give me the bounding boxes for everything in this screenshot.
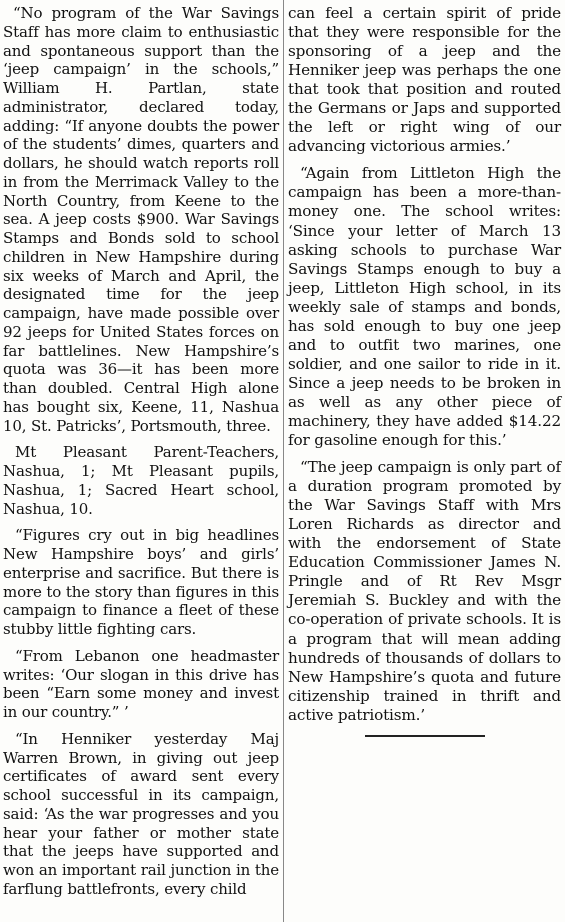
paragraph-partlan-quote: “No program of the War Savings Staff has more claim to enthusiastic and spontaneous support than the ‘jeep campaign’ in the schools,” William H. Partlan, state administrator, declared today, adding: “If anyone doubts the power of the students’ dimes, quarters and dollars, he should watch reports roll in from the Merrimack Valley to the North Country, from Keene to the sea. A jeep costs $900. War Savings Stamps and Bonds sold to school children in New Hampshire during six weeks of March and April, the designated time for the jeep campaign, have made possible over 92 jeeps for United States forces on far battlelines. New Hampshire’s quota was 36—it has been more than doubled. Central High alone has bought six, Keene, 11, Nashua 10, St. Patricks’, Portsmouth, three.	[3, 4, 279, 435]
paragraph-henniker-continued: can feel a certain spirit of pride that they were responsible for the sponsoring of a jeep and the Henniker jeep was perhaps the one that took that position and routed the Germans or Japs and supported the left or right wing of our advancing victorious armies.’	[288, 4, 561, 156]
end-of-article-rule	[365, 735, 485, 737]
paragraph-henniker: “In Henniker yesterday Maj Warren Brown, in giving out jeep certificates of award sent every school successful in its campaign, said: ‘As the war progresses and you hear your father or mother state that the jeeps have supported and won an important rail junction in the farflung battlefronts, every child	[3, 729, 279, 898]
column-divider	[283, 0, 284, 922]
paragraph-duration-program: “The jeep campaign is only part of a duration program promoted by the War Savings Staff with Mrs Loren Richards as director and with the endorsement of State Education Commissioner James N. Pringle and of Rt Rev Msgr Jeremiah S. Buckley and with the co-operation of private schools. It is a program that will mean adding hundreds of thousands of dollars to New Hampshire’s quota and future citizenship trained in thrift and active patriotism.’	[288, 458, 561, 724]
right-column	[288, 4, 561, 737]
paragraph-figures: “Figures cry out in big headlines New Hampshire boys’ and girls’ enterprise and sacrifice. But there is more to the story than figures in this campaign to finance a fleet of these stubby little fighting cars.	[3, 526, 279, 638]
paragraph-nashua-list: Mt Pleasant Parent-Teachers, Nashua, 1; Mt Pleasant pupils, Nashua, 1; Sacred Heart school, Nashua, 10.	[3, 443, 279, 518]
paragraph-lebanon: “From Lebanon one headmaster writes: ‘Our slogan in this drive has been “Earn some money and invest in our country.” ’	[3, 646, 279, 721]
left-column	[3, 4, 279, 907]
paragraph-littleton: “Again from Littleton High the campaign has been a more-than-money one. The school writes: ‘Since your letter of March 13 asking schools to purchase War Savings Stamps enough to buy a jeep, Littleton High school, in its weekly sale of stamps and bonds, has sold enough to buy one jeep and to outfit two marines, one soldier, and one sailor to ride in it. Since a jeep needs to be broken in as well as any other piece of machinery, they have added $14.22 for gasoline enough for this.’	[288, 164, 561, 450]
